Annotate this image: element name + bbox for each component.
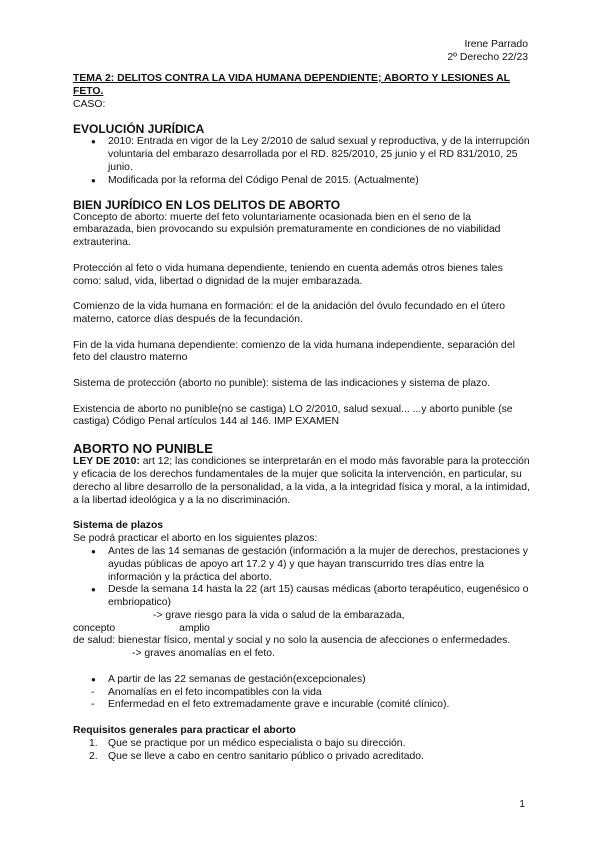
- plazos-list-extra: [73, 674, 533, 687]
- page-number: 1: [519, 799, 525, 810]
- plazos-list: [73, 546, 533, 610]
- aborto-no-punible-heading: ABORTO NO PUNIBLE: [73, 441, 213, 457]
- author-name: Irene Parrado: [464, 39, 528, 50]
- list-item: - Anomalías en el feto incompatibles con la vida: [73, 687, 533, 700]
- list-item: ● Antes de las 14 semanas de gestación (información a la mujer de derechos, prestaciones y ayudas públicas de apoyo art 17.2 y 4) y que hayan transcurrido tres días entre la información y la práctica del aborto.: [73, 546, 533, 584]
- paragraph: Existencia de aborto no punible(no se castiga) LO 2/2010, salud sexual... ...y aborto punible (se castiga) Código Penal artículos 144 al 146. IMP EXAMEN: [73, 403, 513, 428]
- riesgo-salud-text: -> grave riesgo para la vida o salud de la embarazada, concepto: [73, 609, 405, 634]
- excepciones-list: [73, 687, 533, 713]
- bien-juridico-heading: BIEN JURÍDICO EN LOS DELITOS DE ABORTO: [73, 197, 341, 212]
- list-item: ● Modificada por la reforma del Código Penal de 2015. (Actualmente): [73, 175, 533, 188]
- salud-definition: de salud: bienestar físico, mental y social y no solo la ausencia de afecciones o enfermedades.: [73, 635, 511, 647]
- paragraph: Protección al feto o vida humana dependiente, teniendo en cuenta además otros bienes tales como: salud, vida, libertad o dignidad de la mujer embarazada.: [73, 262, 503, 287]
- evolucion-list: [73, 136, 533, 187]
- list-item: - Enfermedad en el feto extremadamente grave e incurable (comité clínico).: [73, 699, 533, 712]
- item-number: 2.: [89, 750, 98, 762]
- evolucion-heading: EVOLUCIÓN JURÍDICA: [73, 122, 205, 137]
- paragraph: Fin de la vida humana dependiente: comienzo de la vida humana independiente, separación del feto del claustro materno: [73, 339, 515, 364]
- ley-2010-label: LEY DE 2010:: [73, 456, 140, 468]
- list-item: ● A partir de las 22 semanas de gestación(excepcionales): [73, 674, 533, 687]
- list-item: [73, 751, 533, 764]
- list-item: ● 2010: Entrada en vigor de la Ley 2/2010 de salud sexual y reproductiva, y de la interrupción voluntaria del embarazo desarrollada por el RD. 825/2010, 25 junio y el RD 831/2010, 25 junio.: [73, 136, 533, 174]
- paragraph: Concepto de aborto: muerte del feto voluntariamente ocasionada bien en el seno de la embarazada, bien provocando su expulsión prematuramente en condiciones de no viabilidad extrauterina.: [73, 211, 501, 249]
- requisitos-list: [73, 738, 533, 764]
- list-item: [73, 738, 533, 751]
- riesgo-salud-note: [73, 610, 533, 636]
- amplio-word: amplio: [179, 622, 210, 634]
- ley-2010-text: art 12; las condiciones se interpretarán en el modo más favorable para la protección y eficacia de los derechos fundamentales de la mujer que solicita la intervención, en particular, su derecho al libre desarrollo de la personalidad, a la vida, a la integridad física y moral, a la intimidad, a la libertad ideológica y a la no discriminación.: [73, 456, 530, 506]
- document-body: [73, 73, 533, 764]
- paragraph: Sistema de protección (aborto no punible): sistema de las indicaciones y sistema de plazo.: [73, 377, 491, 389]
- list-item: ● Desde la semana 14 hasta la 22 (art 15) causas médicas (aborto terapéutico, eugenésico o embriopatico): [73, 584, 533, 610]
- item-number: 1.: [89, 738, 98, 750]
- plazos-intro: Se podrá practicar el aborto en los siguientes plazos:: [73, 533, 318, 545]
- sistema-plazos-heading: Sistema de plazos: [73, 520, 164, 532]
- item-text: Que se practique por un médico especialista o bajo su dirección.: [108, 738, 406, 750]
- paragraph: Comienzo de la vida humana en formación: el de la anidación del óvulo fecundado en el útero materno, catorce días después de la fecundación.: [73, 301, 506, 325]
- page-header: [447, 38, 528, 64]
- anomalias-note: -> graves anomalías en el feto.: [132, 648, 275, 660]
- requisitos-heading: Requisitos generales para practicar el aborto: [73, 725, 296, 737]
- item-text: Que se lleve a cabo en centro sanitario público o privado acreditado.: [108, 750, 424, 762]
- caso-label: CASO:: [73, 98, 106, 110]
- document-title: TEMA 2: DELITOS CONTRA LA VIDA HUMANA DEPENDIENTE; ABORTO Y LESIONES AL FETO.: [73, 73, 511, 97]
- course-label: 2º Derecho 22/23: [447, 52, 528, 63]
- ley-2010-paragraph: [73, 456, 533, 507]
